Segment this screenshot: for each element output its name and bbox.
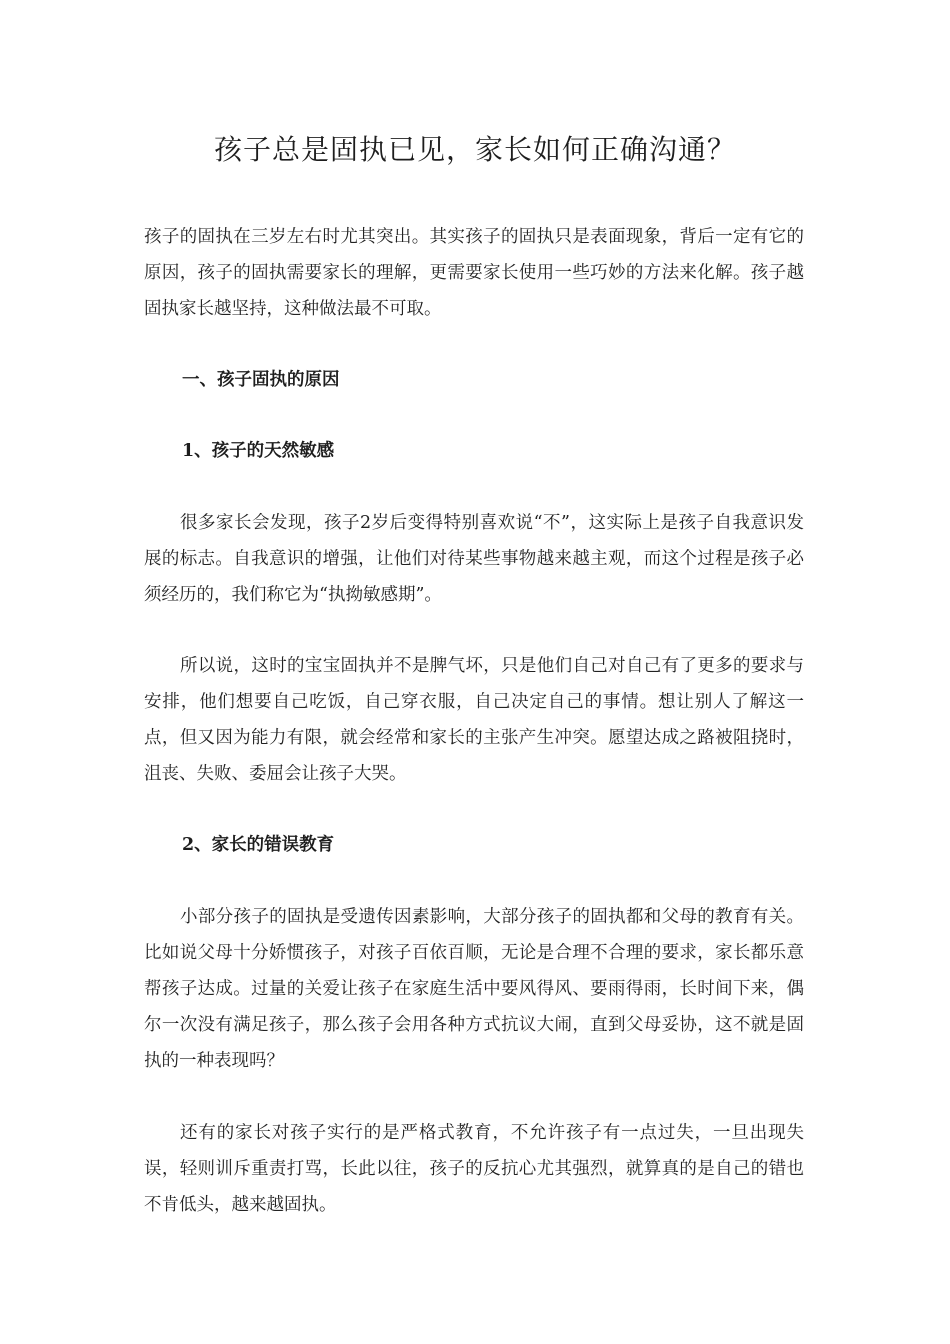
intro-paragraph: 孩子的固执在三岁左右时尤其突出。其实孩子的固执只是表面现象，背后一定有它的原因，孩子的固执需要家长的理解，更需要家长使用一些巧妙的方法来化解。孩子越固执家长越坚持，这种做法最不可取。 <box>144 227 804 319</box>
paragraph-education-1: 小部分孩子的固执是受遗传因素影响，大部分孩子的固执都和父母的教育有关。比如说父母十分娇惯孩子，对孩子百依百顺，无论是合理不合理的要求，家长都乐意帮孩子达成。过量的关爱让孩子在家庭生活中要风得风、要雨得雨，长时间下来，偶尔一次没有满足孩子，那么孩子会用各种方式抗议大闹，直到父母妥协，这不就是固执的一种表现吗？ <box>144 907 804 1071</box>
paragraph-sensitivity-2: 所以说，这时的宝宝固执并不是脾气坏，只是他们自己对自己有了更多的要求与安排，他们想要自己吃饭，自己穿衣服，自己决定自己的事情。想让别人了解这一点，但又因为能力有限，就会经常和家长的主张产生冲突。愿望达成之路被阻挠时，沮丧、失败、委屈会让孩子大哭。 <box>144 656 804 784</box>
paragraph-education-2: 还有的家长对孩子实行的是严格式教育，不允许孩子有一点过失，一旦出现失误，轻则训斥重责打骂，长此以往，孩子的反抗心尤其强烈，就算真的是自己的错也不肯低头，越来越固执。 <box>144 1123 804 1215</box>
subsection-heading-wrong-education: 2、家长的错误教育 <box>182 835 335 855</box>
subsection-heading-natural-sensitivity: 1、孩子的天然敏感 <box>182 441 335 461</box>
page-title: 孩子总是固执已见，家长如何正确沟通？ <box>213 133 736 166</box>
paragraph-sensitivity-1: 很多家长会发现，孩子2岁后变得特别喜欢说“不”，这实际上是孩子自我意识发展的标志。自我意识的增强，让他们对待某些事物越来越主观，而这个过程是孩子必须经历的，我们称它为“执拗敏感期”。 <box>144 513 804 605</box>
section-heading-reasons: 一、孩子固执的原因 <box>182 370 340 390</box>
